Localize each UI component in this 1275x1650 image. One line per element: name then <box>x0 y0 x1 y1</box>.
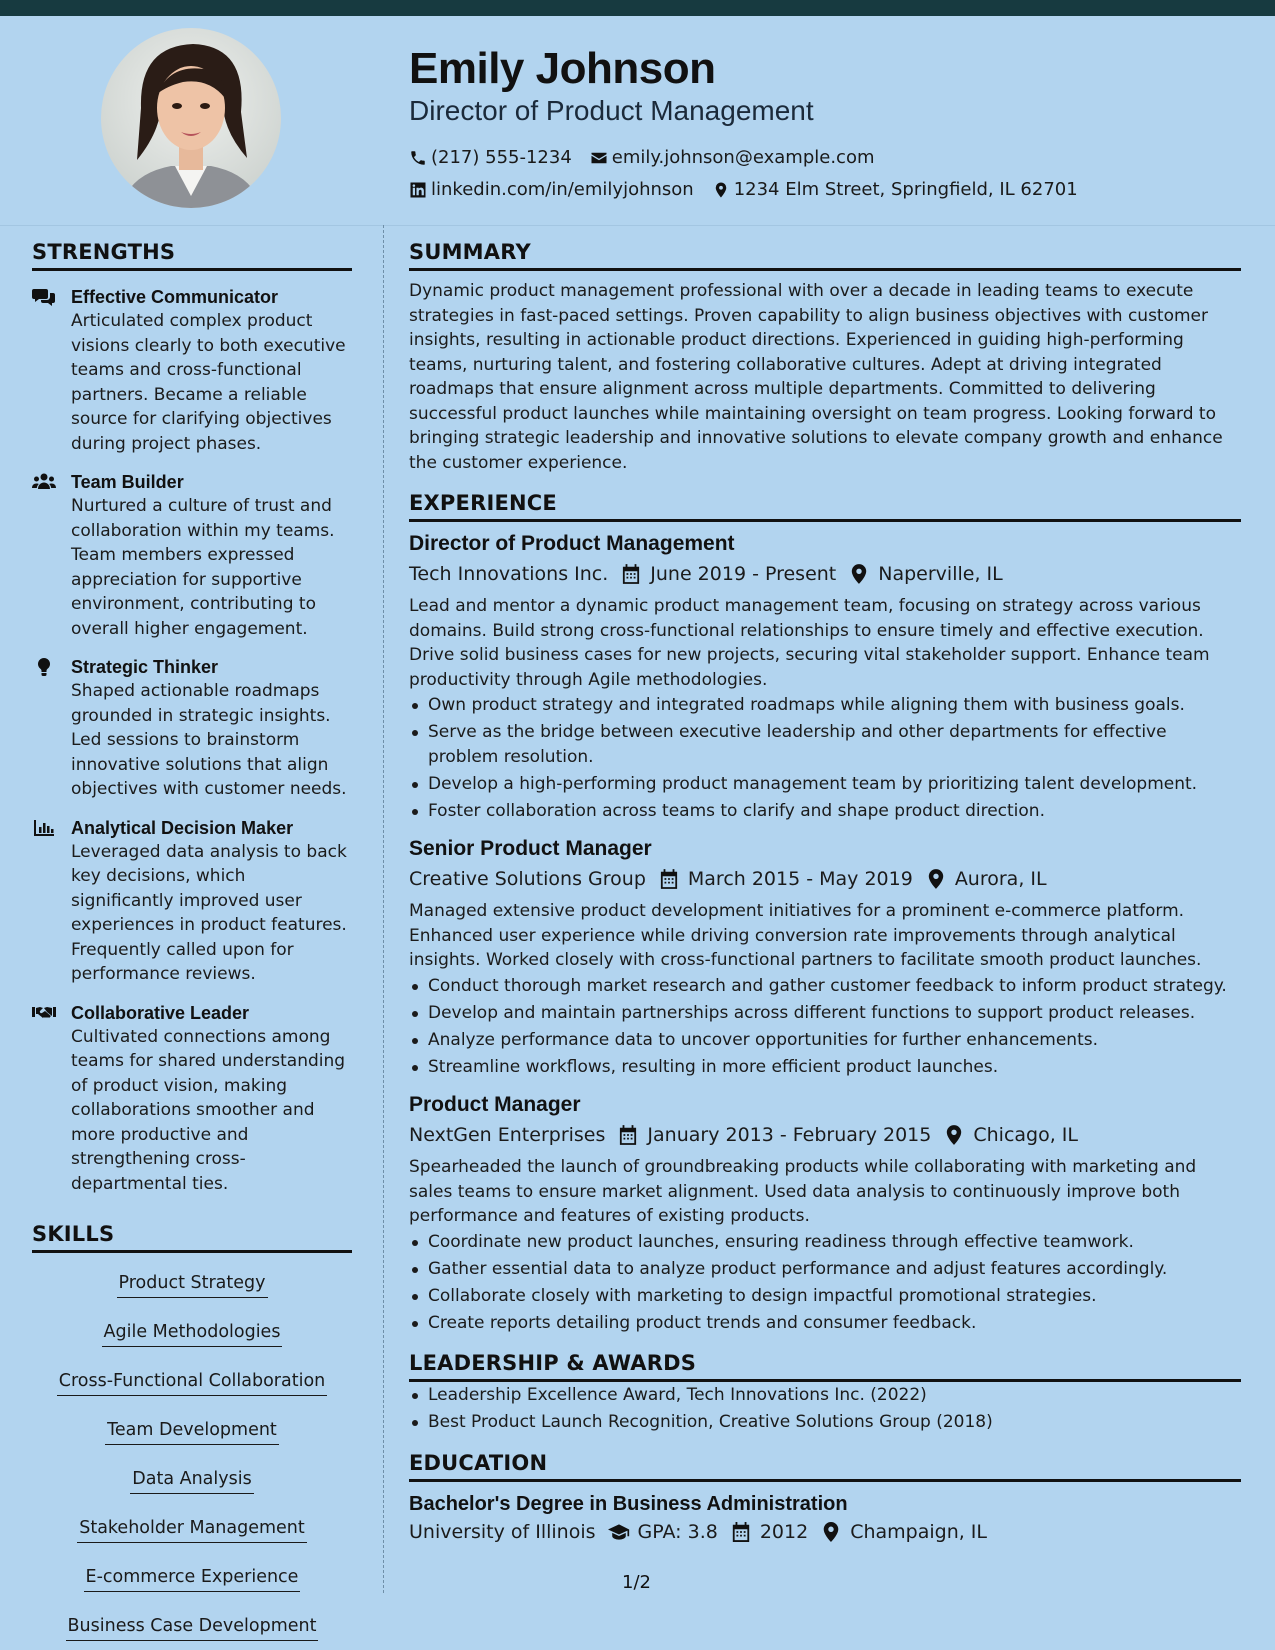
job-location-text: Chicago, IL <box>973 1124 1078 1146</box>
address-contact <box>712 179 1078 200</box>
job-bullet: Gather essential data to analyze product performance and adjust features accordingly. <box>409 1257 1241 1282</box>
strength-item <box>32 285 352 456</box>
job-dates <box>622 560 836 588</box>
job-description: Spearheaded the launch of groundbreaking products while collaborating with marketing and sales teams to ensure market alignment. Used data analysis to continuously improve both performance and features of existing products. <box>409 1157 1197 1226</box>
email-text[interactable]: emily.johnson@example.com <box>611 147 875 168</box>
calendar-icon <box>730 1522 752 1542</box>
job-bullet: Streamline workflows, resulting in more efficient product launches. <box>409 1055 1241 1080</box>
strengths-title: STRENGTHS <box>32 240 352 271</box>
job-meta <box>409 1121 1241 1149</box>
job-bullet: Develop a high-performing product management team by prioritizing talent development. <box>409 772 1241 797</box>
job-location-text: Aurora, IL <box>954 868 1047 890</box>
strength-desc: Leveraged data analysis to back key decisions, which significantly improved user experiences in product features. Frequently called upon for performance reviews. <box>71 841 347 984</box>
job-location <box>927 865 1047 893</box>
job-entry <box>409 1091 1241 1335</box>
job-bullet: Analyze performance data to uncover opportunities for further enhancements. <box>409 1028 1241 1053</box>
job-dates <box>619 1121 931 1149</box>
job-location <box>945 1121 1078 1149</box>
job-dates <box>660 865 913 893</box>
skill-tag: Agile Methodologies <box>102 1316 283 1347</box>
phone-icon <box>409 149 427 167</box>
map-marker-icon <box>927 869 945 889</box>
page-number: 1/2 <box>622 1572 651 1593</box>
job-dates-text: March 2015 - May 2019 <box>687 868 913 890</box>
handshake-icon <box>32 1003 56 1023</box>
education-school: University of Illinois <box>409 1520 596 1543</box>
profile-photo <box>101 28 281 208</box>
job-bullets <box>409 1230 1241 1336</box>
strength-item <box>32 816 352 987</box>
job-bullets <box>409 974 1241 1080</box>
job-bullet: Coordinate new product launches, ensuring readiness through effective teamwork. <box>409 1230 1241 1255</box>
strength-title: Team Builder <box>71 472 184 492</box>
users-icon <box>32 472 56 492</box>
job-company: Tech Innovations Inc. <box>409 563 609 585</box>
strength-title: Effective Communicator <box>71 287 279 307</box>
skill-tag: Team Development <box>105 1414 279 1445</box>
job-description: Lead and mentor a dynamic product management team, focusing on strategy across various domains. Build strong cross-functional relationships to ensure timely and effective execution. Drive solid business cases for new projects, securing vital stakeholder support. Enhance team productivity through Agile methodologies. <box>409 596 1210 690</box>
map-marker-icon <box>712 181 730 199</box>
strength-desc: Cultivated connections among teams for shared understanding of product vision, making collaborations smoother and more productive and strengthening cross-departmental ties. <box>71 1026 346 1194</box>
job-bullets <box>409 693 1241 823</box>
job-title: Product Manager <box>409 1093 581 1116</box>
strength-title: Analytical Decision Maker <box>71 817 294 838</box>
skill-tag: E-commerce Experience <box>84 1561 301 1592</box>
left-column <box>32 240 352 1650</box>
envelope-icon <box>590 149 608 167</box>
job-bullet: Develop and maintain partnerships across different functions to support product releases. <box>409 1001 1241 1026</box>
job-title: Senior Product Manager <box>409 837 652 860</box>
phone-contact <box>409 147 572 168</box>
job-location <box>850 560 1002 588</box>
summary-text: Dynamic product management professional with over a decade in leading teams to execute strategies in fast-paced settings. Proven capability to align business objectives with customer insights, resulting in actionable product directions. Experienced in guiding high-performing teams, nurturing talent, and fostering collaborative cultures. Adept at driving integrated roadmaps that ensure alignment across multiple departments. Committed to delivering successful product launches while maintaining oversight on team progress. Looking forward to bringing strategic leadership and innovative solutions to elevate company growth and enhance the customer experience. <box>409 281 1223 473</box>
skill-tag: Business Case Development <box>66 1610 319 1641</box>
awards-title: LEADERSHIP & AWARDS <box>409 1351 1241 1382</box>
job-description: Managed extensive product development initiatives for a prominent e-commerce platform. Enhanced user experience while driving conversion rate improvements through analytical insights. Worked closely with cross-functional partners to facilitate smooth product launches. <box>409 901 1202 970</box>
education-gpa <box>608 1518 718 1546</box>
top-accent-bar <box>0 0 1275 16</box>
skill-tag: Product Strategy <box>117 1267 268 1298</box>
map-marker-icon <box>945 1125 963 1145</box>
lightbulb-icon <box>32 657 56 677</box>
calendar-icon <box>619 1125 637 1145</box>
strength-desc: Shaped actionable roadmaps grounded in strategic insights. Led sessions to brainstorm innovative solutions that align objectives with customer needs. <box>71 681 347 799</box>
job-company: Creative Solutions Group <box>409 868 646 890</box>
strength-desc: Nurtured a culture of trust and collaboration within my teams. Team members expressed appreciation for supportive environment, contributing to overall higher engagement. <box>71 496 335 639</box>
job-title: Director of Product Management <box>409 532 735 555</box>
strength-desc: Articulated complex product visions clearly to both executive teams and cross-functional partners. Became a reliable source for clarifying objectives during project phases. <box>71 311 346 454</box>
linkedin-icon <box>409 181 427 199</box>
job-company: NextGen Enterprises <box>409 1124 606 1146</box>
award-item: Best Product Launch Recognition, Creative Solutions Group (2018) <box>409 1410 1241 1435</box>
email-contact[interactable] <box>590 147 875 168</box>
job-meta <box>409 865 1241 893</box>
award-item: Leadership Excellence Award, Tech Innovations Inc. (2022) <box>409 1383 1241 1408</box>
strength-title: Collaborative Leader <box>71 1002 250 1023</box>
linkedin-text[interactable]: linkedin.com/in/emilyjohnson <box>431 179 694 200</box>
map-marker-icon <box>820 1522 842 1542</box>
education-title: EDUCATION <box>409 1451 1241 1482</box>
job-entry <box>409 835 1241 1079</box>
strength-item <box>32 1001 352 1197</box>
job-bullet: Own product strategy and integrated roadmaps while aligning them with business goals. <box>409 693 1241 718</box>
strength-title: Strategic Thinker <box>71 657 219 677</box>
education-year <box>730 1518 808 1546</box>
skill-tag: Cross-Functional Collaboration <box>57 1365 328 1396</box>
contact-row-1 <box>409 147 892 168</box>
job-bullet: Collaborate closely with marketing to design impactful promotional strategies. <box>409 1284 1241 1309</box>
experience-title: EXPERIENCE <box>409 491 1241 522</box>
job-meta <box>409 560 1241 588</box>
education-meta <box>409 1518 1241 1546</box>
education-year-text: 2012 <box>759 1520 809 1543</box>
education-location-text: Champaign, IL <box>850 1520 988 1543</box>
skills-title: SKILLS <box>32 1222 352 1253</box>
comments-icon <box>32 287 56 307</box>
education-gpa-text: GPA: 3.8 <box>637 1520 718 1543</box>
job-bullet: Conduct thorough market research and gather customer feedback to inform product strategy. <box>409 974 1241 999</box>
right-column <box>409 240 1241 1546</box>
calendar-icon <box>622 564 640 584</box>
graduation-cap-icon <box>608 1522 630 1542</box>
summary-title: SUMMARY <box>409 240 1241 271</box>
job-entry <box>409 530 1241 823</box>
job-location-text: Naperville, IL <box>878 563 1003 585</box>
job-bullet: Foster collaboration across teams to clarify and shape product direction. <box>409 799 1241 824</box>
job-bullet: Serve as the bridge between executive leadership and other departments for effective problem resolution. <box>409 720 1241 769</box>
resume-header <box>0 16 1275 226</box>
chart-bar-icon <box>32 818 56 838</box>
education-location <box>820 1518 987 1546</box>
skill-tag: Stakeholder Management <box>77 1512 307 1543</box>
calendar-icon <box>660 869 678 889</box>
address-text: 1234 Elm Street, Springfield, IL 62701 <box>733 179 1078 200</box>
phone-text: (217) 555-1234 <box>431 147 572 168</box>
map-marker-icon <box>850 564 868 584</box>
contact-row-2 <box>409 179 1096 200</box>
strength-item <box>32 655 352 802</box>
awards-list <box>409 1383 1241 1435</box>
skill-tag: Data Analysis <box>130 1463 253 1494</box>
linkedin-contact[interactable] <box>409 179 694 200</box>
job-dates-text: January 2013 - February 2015 <box>647 1124 932 1146</box>
strength-item <box>32 470 352 641</box>
education-degree: Bachelor's Degree in Business Administration <box>409 1492 848 1515</box>
column-divider <box>383 225 384 1593</box>
skills-list <box>32 1261 352 1650</box>
job-dates-text: June 2019 - Present <box>650 563 837 585</box>
job-bullet: Create reports detailing product trends and consumer feedback. <box>409 1311 1241 1336</box>
candidate-name: Emily Johnson <box>409 44 716 93</box>
candidate-role: Director of Product Management <box>409 95 814 126</box>
